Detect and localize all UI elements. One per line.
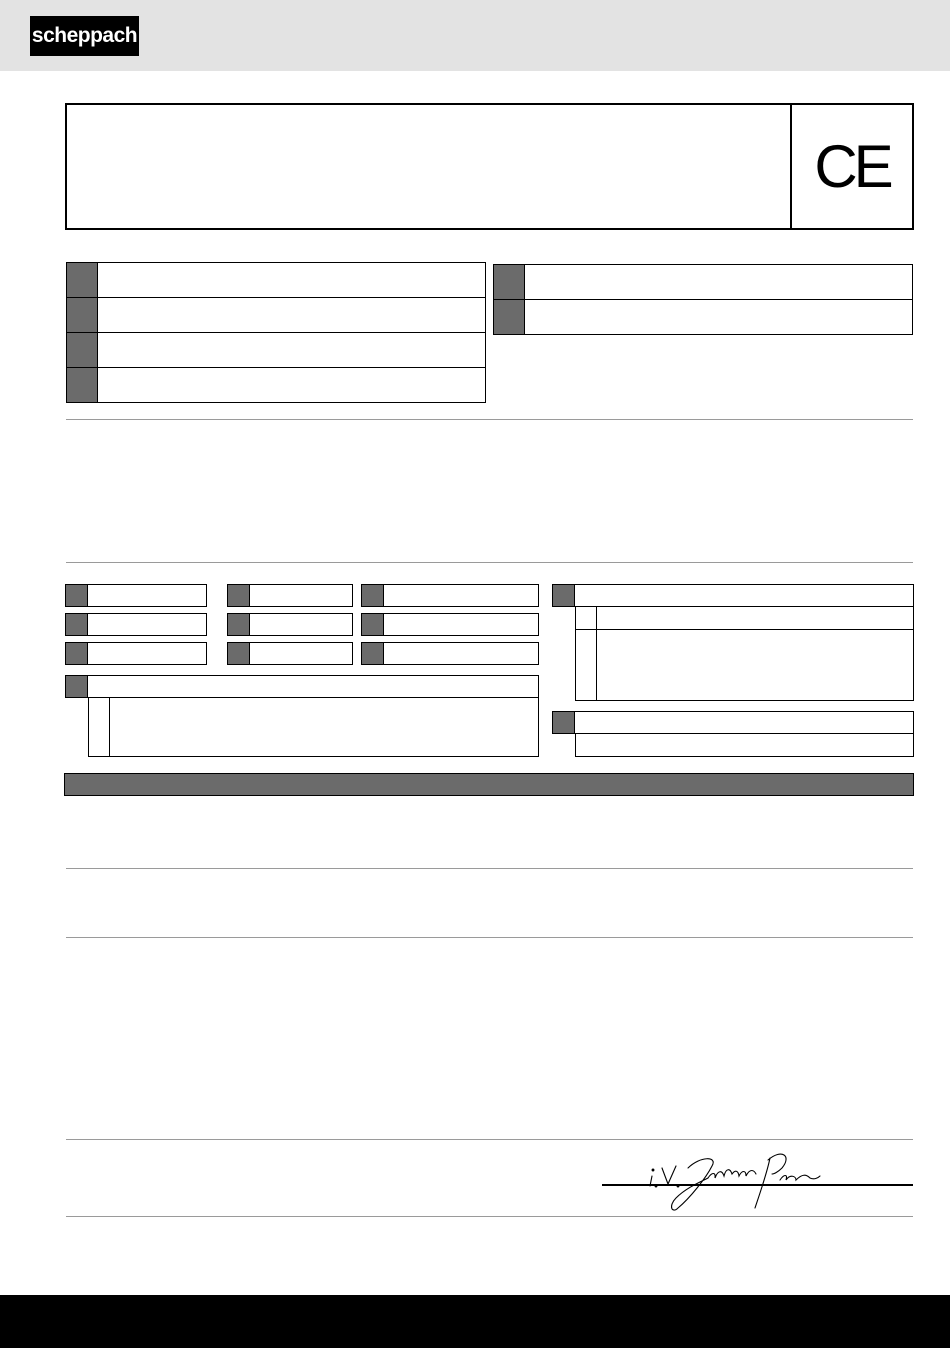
brand-logo: scheppach <box>30 16 139 56</box>
ce-mark-box <box>790 103 914 230</box>
divider-6 <box>66 1216 913 1217</box>
directive-block-right-marker <box>552 584 575 607</box>
info-field-1 <box>66 262 486 298</box>
directive-cell-9-marker <box>361 642 384 665</box>
section-band <box>64 773 914 796</box>
directive-block-right-index-1 <box>575 606 597 630</box>
signature-text <box>602 1150 603 1151</box>
directive-block-left <box>65 675 539 698</box>
signature-image <box>620 1138 830 1214</box>
directive-block-right-2-body <box>575 733 914 757</box>
directive-cell-8 <box>361 613 539 636</box>
directive-cell-5-marker <box>227 613 250 636</box>
info-field-1-marker <box>66 262 98 298</box>
info-field-3-marker <box>66 332 98 368</box>
directive-block-right-2-marker <box>552 711 575 734</box>
info-field-6 <box>493 299 913 335</box>
directive-block-left-marker <box>65 675 88 698</box>
directive-cell-3-marker <box>65 642 88 665</box>
footer-bar <box>0 1295 950 1348</box>
info-field-6-marker <box>493 299 525 335</box>
directive-block-left-index <box>88 697 110 757</box>
info-field-3 <box>66 332 486 368</box>
directive-cell-7-marker <box>361 584 384 607</box>
directive-block-right-2 <box>552 711 914 734</box>
directive-block-right <box>552 584 914 607</box>
directive-block-right-row-1 <box>596 606 914 630</box>
directive-block-left-body <box>109 697 539 757</box>
directive-block-right-row-2 <box>596 629 914 701</box>
directive-cell-6-marker <box>227 642 250 665</box>
directive-cell-1-marker <box>65 584 88 607</box>
info-field-4-marker <box>66 367 98 403</box>
header-bar <box>0 0 950 71</box>
info-field-2 <box>66 297 486 333</box>
info-field-2-marker <box>66 297 98 333</box>
directive-block-right-index-2 <box>575 629 597 701</box>
divider-1 <box>66 419 913 420</box>
directive-cell-7 <box>361 584 539 607</box>
info-field-5 <box>493 264 913 300</box>
ce-mark: CE <box>814 133 890 200</box>
divider-4 <box>66 937 913 938</box>
directive-cell-8-marker <box>361 613 384 636</box>
directive-cell-2-marker <box>65 613 88 636</box>
info-field-5-marker <box>493 264 525 300</box>
divider-2 <box>66 562 913 563</box>
info-field-4 <box>66 367 486 403</box>
declaration-title-box <box>65 103 792 230</box>
directive-cell-4-marker <box>227 584 250 607</box>
signature-line <box>602 1184 913 1186</box>
divider-3 <box>66 868 913 869</box>
directive-cell-9 <box>361 642 539 665</box>
